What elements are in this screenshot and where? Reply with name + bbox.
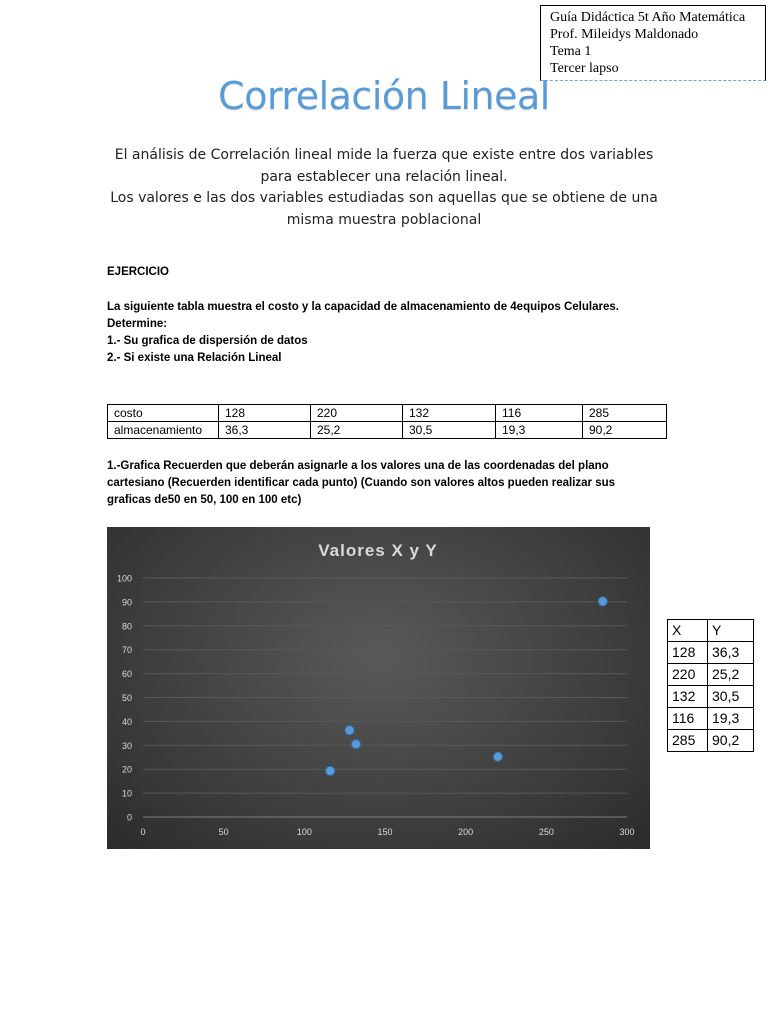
table-cell: 90,2 bbox=[708, 730, 754, 752]
y-tick-label: 30 bbox=[121, 740, 132, 751]
header-line-4: Tercer lapso bbox=[550, 61, 619, 76]
data-point bbox=[326, 766, 335, 775]
x-tick-label: 100 bbox=[296, 827, 312, 837]
table-cell: 90,2 bbox=[583, 422, 667, 439]
table-cell: costo bbox=[108, 405, 219, 422]
y-tick-label: 90 bbox=[121, 597, 132, 608]
x-tick-label: 250 bbox=[538, 827, 554, 837]
y-tick-label: 0 bbox=[126, 812, 132, 823]
table-cell: 220 bbox=[311, 405, 403, 422]
table-header-y: Y bbox=[708, 620, 754, 642]
header-line-1: Guía Didáctica 5t Año Matemática bbox=[550, 10, 746, 25]
table-row bbox=[668, 620, 754, 642]
data-point bbox=[351, 740, 360, 749]
task-item-2: 2.- Si existe una Relación Lineal bbox=[107, 352, 282, 364]
table-cell: 285 bbox=[583, 405, 667, 422]
y-tick-label: 100 bbox=[116, 573, 132, 584]
y-tick-label: 70 bbox=[121, 645, 132, 656]
page-title: Correlación Lineal bbox=[218, 74, 550, 118]
data-point bbox=[345, 726, 354, 735]
xy-table bbox=[667, 619, 754, 752]
intro-line-4: misma muestra poblacional bbox=[286, 211, 482, 228]
determine-label: Determine: bbox=[107, 318, 168, 330]
table-row bbox=[108, 405, 667, 422]
table-cell: 19,3 bbox=[496, 422, 583, 439]
x-tick-label: 50 bbox=[218, 827, 229, 837]
y-tick-label: 10 bbox=[121, 788, 132, 799]
x-tick-label: 150 bbox=[377, 827, 393, 837]
data-point bbox=[493, 752, 502, 761]
table-cell: 132 bbox=[403, 405, 496, 422]
y-tick-label: 40 bbox=[121, 716, 132, 727]
y-tick-label: 60 bbox=[121, 669, 132, 680]
instructions-line-1: 1.-Grafica Recuerden que deberán asignarle a los valores una de las coordenadas del plano bbox=[107, 460, 609, 472]
chart-title: Valores X y Y bbox=[318, 541, 438, 560]
table-cell: 220 bbox=[668, 664, 708, 686]
intro-line-3: Los valores e las dos variables estudiadas son aquellas que se obtiene de una bbox=[110, 190, 658, 206]
table-cell: almacenamiento bbox=[108, 422, 219, 439]
table-row bbox=[668, 642, 754, 664]
table-cell: 116 bbox=[496, 405, 583, 422]
table-cell: 128 bbox=[668, 642, 708, 664]
scatter-chart bbox=[107, 527, 650, 849]
table-row bbox=[668, 708, 754, 730]
intro-paragraph bbox=[100, 145, 668, 231]
exercise-statement bbox=[107, 299, 619, 367]
y-tick-label: 50 bbox=[121, 693, 132, 703]
chart-svg bbox=[107, 527, 650, 849]
statement-text: La siguiente tabla muestra el costo y la capacidad de almacenamiento de 4equipos Celulares. bbox=[107, 301, 619, 313]
table-cell: 132 bbox=[668, 686, 708, 708]
exercise-heading: EJERCICIO bbox=[107, 266, 169, 278]
table-cell: 25,2 bbox=[708, 664, 754, 686]
data-table bbox=[107, 404, 667, 439]
table-cell: 30,5 bbox=[708, 686, 754, 708]
task-item-1: 1.- Su grafica de dispersión de datos bbox=[107, 335, 308, 347]
table-cell: 116 bbox=[668, 708, 708, 730]
table-row bbox=[668, 664, 754, 686]
instructions bbox=[107, 458, 615, 509]
table-row bbox=[108, 422, 667, 439]
header-line-2: Prof. Mileidys Maldonado bbox=[550, 27, 699, 42]
header-line-3: Tema 1 bbox=[550, 44, 592, 59]
data-point bbox=[598, 597, 607, 606]
table-row bbox=[668, 686, 754, 708]
instructions-line-2: cartesiano (Recuerden identificar cada punto) (Cuando son valores altos pueden realizar sus bbox=[107, 477, 616, 489]
table-cell: 128 bbox=[219, 405, 311, 422]
x-tick-label: 0 bbox=[140, 827, 146, 837]
table-cell: 36,3 bbox=[708, 642, 754, 664]
x-tick-label: 200 bbox=[458, 827, 474, 837]
table-cell: 25,2 bbox=[311, 422, 403, 439]
table-cell: 36,3 bbox=[219, 422, 311, 439]
intro-line-2: para establecer una relación lineal. bbox=[260, 168, 508, 185]
table-cell: 30,5 bbox=[403, 422, 496, 439]
intro-line-1: El análisis de Correlación lineal mide la fuerza que existe entre dos variables bbox=[114, 147, 654, 163]
table-cell: 285 bbox=[668, 730, 708, 752]
y-tick-label: 20 bbox=[121, 764, 132, 775]
header-box bbox=[540, 5, 766, 81]
instructions-line-3: graficas de50 en 50, 100 en 100 etc) bbox=[107, 494, 302, 506]
table-row bbox=[668, 730, 754, 752]
table-cell: 19,3 bbox=[708, 708, 754, 730]
x-tick-label: 300 bbox=[619, 827, 635, 837]
table-header-x: X bbox=[668, 620, 708, 642]
y-tick-label: 80 bbox=[121, 621, 132, 632]
